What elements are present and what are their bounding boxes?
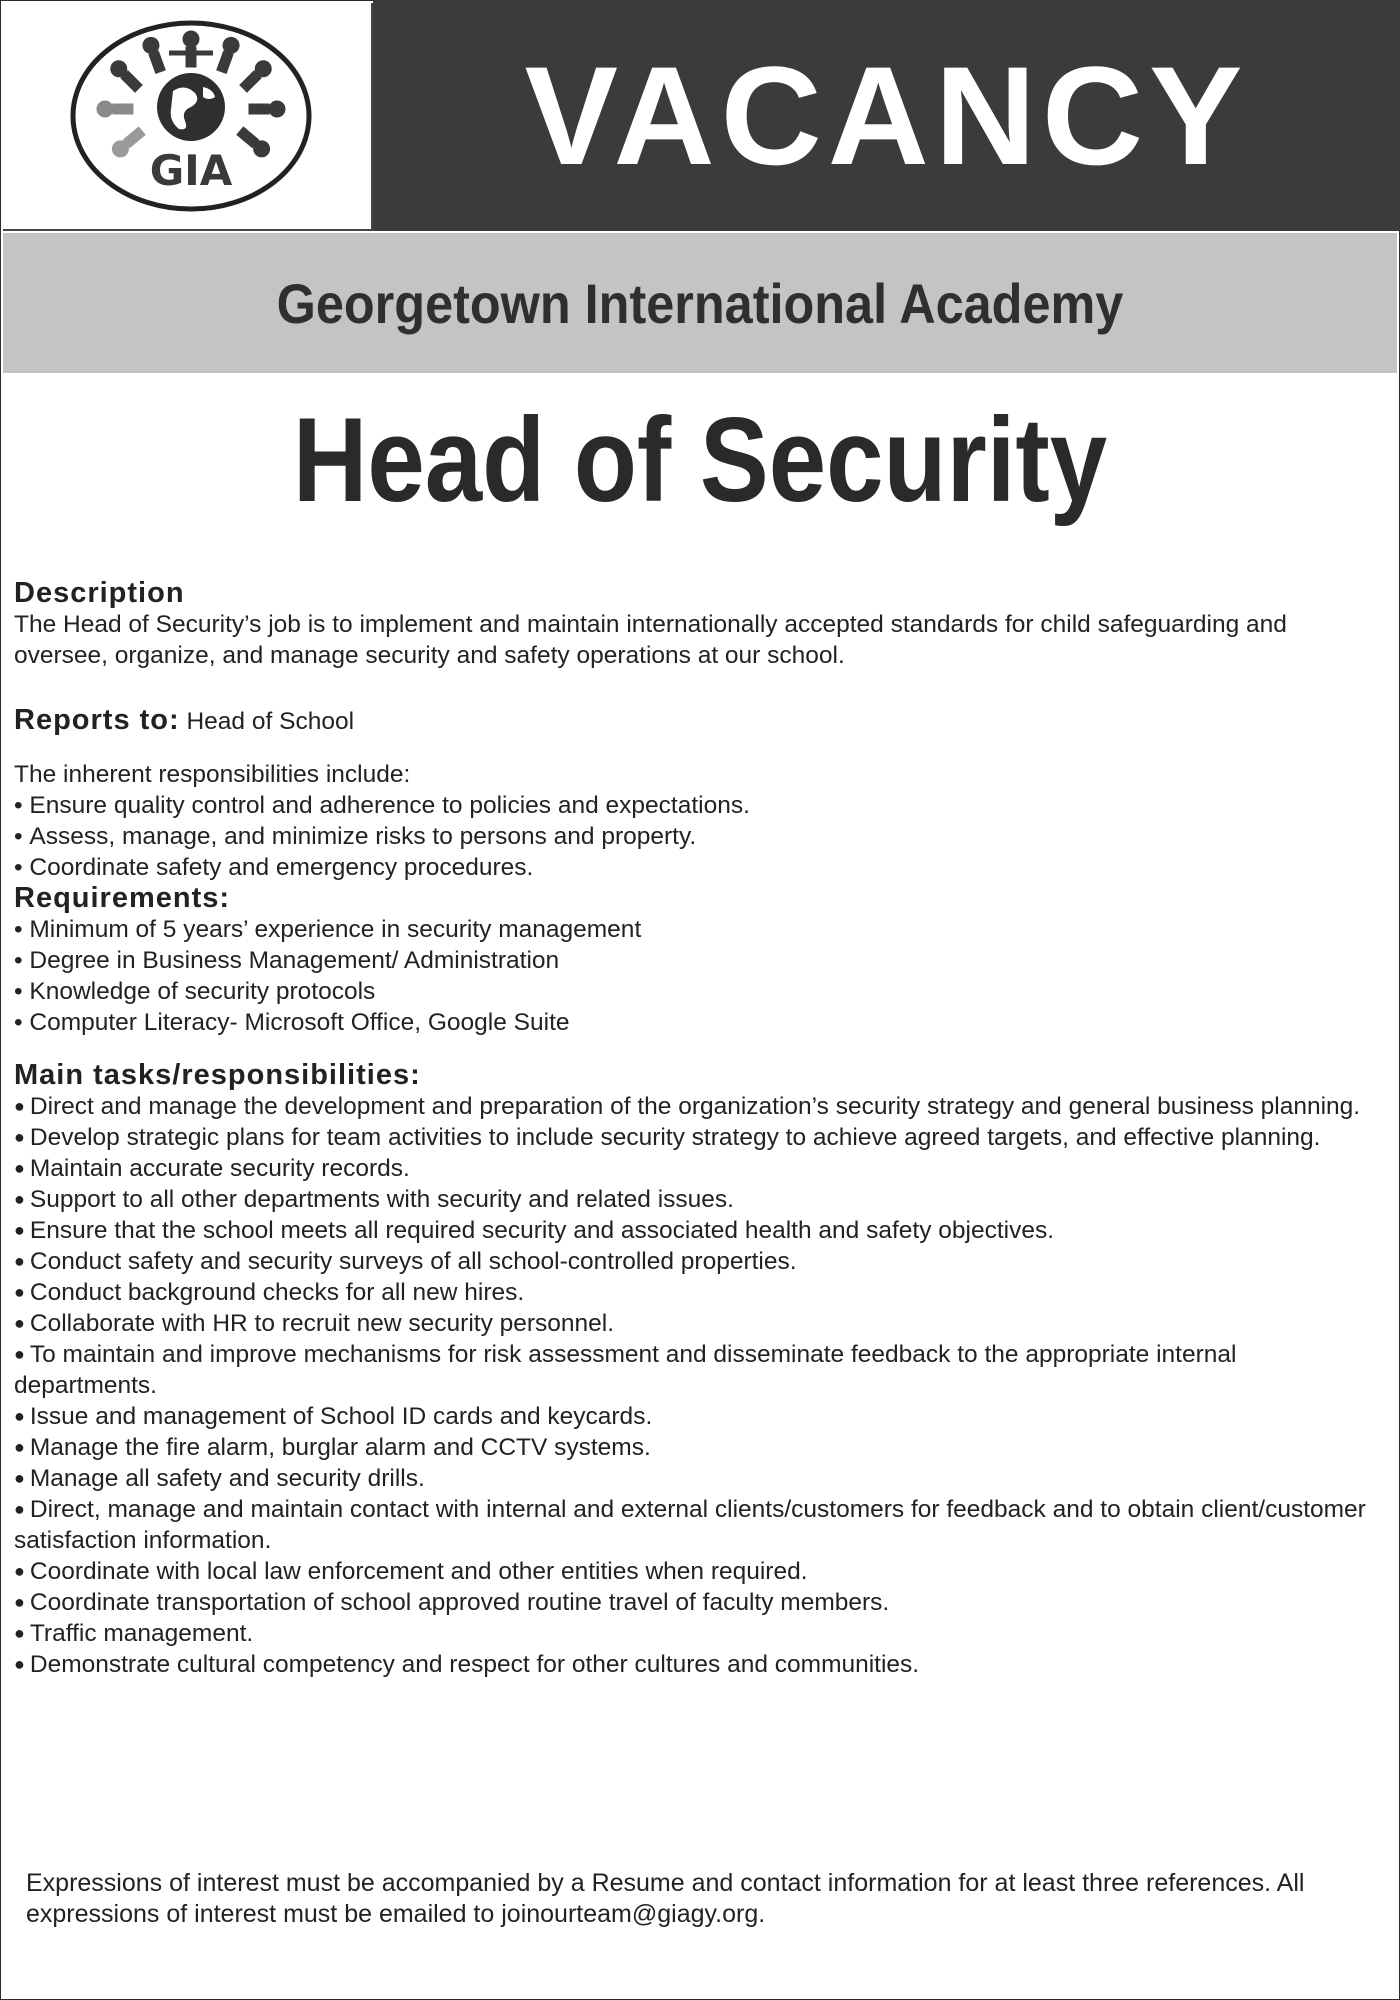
list-item: • Computer Literacy- Microsoft Office, Google Suite <box>14 1007 1384 1038</box>
list-item: ● To maintain and improve mechanisms for risk assessment and disseminate feedback to the appropriate internal departments. <box>14 1339 1384 1401</box>
organization-name: Georgetown International Academy <box>276 271 1124 335</box>
main-tasks-heading: Main tasks/responsibilities: <box>14 1059 421 1091</box>
list-item: ● Direct and manage the development and preparation of the organization’s security strategy and general business planning. <box>14 1091 1384 1122</box>
list-item: ● Conduct background checks for all new hires. <box>14 1277 1384 1308</box>
list-item: ● Traffic management. <box>14 1618 1384 1649</box>
description-text: The Head of Security’s job is to implement and maintain internationally accepted standards for child safeguarding and oversee, organize, and manage security and safety operations at our school. <box>14 611 1287 669</box>
vacancy-heading: VACANCY <box>524 36 1249 194</box>
closing-note: Expressions of interest must be accompanied by a Resume and contact information for at least three references. All expressions of interest must be emailed to joinourteam@giagy.org. <box>26 1869 1305 1928</box>
list-item: • Minimum of 5 years’ experience in security management <box>14 914 1384 945</box>
list-item: ● Develop strategic plans for team activities to include security strategy to achieve agreed targets, and effective planning. <box>14 1122 1384 1153</box>
list-item: ● Manage all safety and security drills. <box>14 1463 1384 1494</box>
logo-panel <box>3 3 373 231</box>
reports-to-value: Head of School <box>186 708 355 735</box>
gia-logo <box>3 3 371 229</box>
list-item: ● Conduct safety and security surveys of all school-controlled properties. <box>14 1246 1384 1277</box>
svg-text:GIA: GIA <box>149 146 233 195</box>
list-item: • Assess, manage, and minimize risks to persons and property. <box>14 821 1384 852</box>
list-item: • Coordinate safety and emergency procedures. <box>14 852 1384 883</box>
vacancy-banner <box>373 0 1400 231</box>
job-details <box>14 578 1384 1680</box>
responsibilities-intro: The inherent responsibilities include: <box>14 761 411 788</box>
list-item: ● Ensure that the school meets all required security and associated health and safety objectives. <box>14 1215 1384 1246</box>
reports-to-label: Reports to: <box>14 704 180 736</box>
description-heading: Description <box>14 577 185 609</box>
reports-to <box>14 705 1384 737</box>
list-item: • Knowledge of security protocols <box>14 976 1384 1007</box>
list-item: ● Coordinate transportation of school approved routine travel of faculty members. <box>14 1587 1384 1618</box>
list-item: ● Support to all other departments with security and related issues. <box>14 1184 1384 1215</box>
list-item: ● Coordinate with local law enforcement and other entities when required. <box>14 1556 1384 1587</box>
requirements-heading: Requirements: <box>14 882 231 914</box>
list-item: ● Maintain accurate security records. <box>14 1153 1384 1184</box>
list-item: • Ensure quality control and adherence to policies and expectations. <box>14 790 1384 821</box>
list-item: ● Issue and management of School ID cards and keycards. <box>14 1401 1384 1432</box>
list-item: • Degree in Business Management/ Administration <box>14 945 1384 976</box>
list-item: ● Collaborate with HR to recruit new security personnel. <box>14 1308 1384 1339</box>
globe-icon <box>157 73 225 141</box>
list-item: ● Manage the fire alarm, burglar alarm and CCTV systems. <box>14 1432 1384 1463</box>
list-item: ● Demonstrate cultural competency and respect for other cultures and communities. <box>14 1649 1384 1680</box>
job-title: Head of Security <box>292 393 1108 527</box>
list-item: ● Direct, manage and maintain contact with internal and external clients/customers for feedback and to obtain client/customer satisfaction information. <box>14 1494 1384 1556</box>
organization-banner <box>3 233 1397 373</box>
